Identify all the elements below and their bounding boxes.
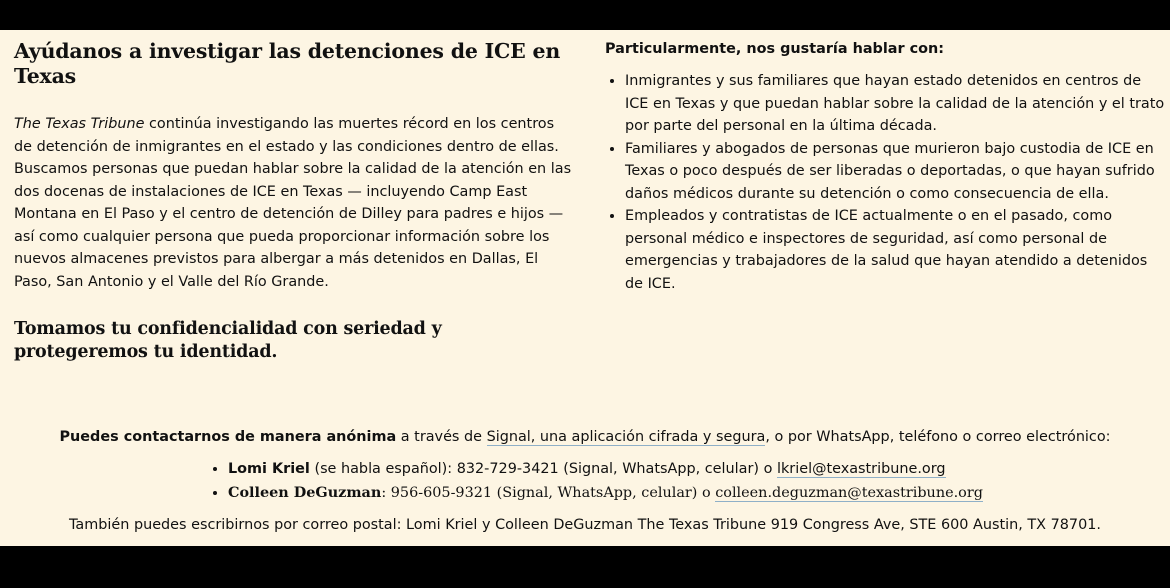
signal-link[interactable]: Signal, una aplicación cifrada y segura xyxy=(486,429,766,445)
person-details: : 956-605-9321 (Signal, WhatsApp, celular) o xyxy=(381,484,716,501)
list-item: • Familiares y abogados de personas que murieron bajo custodia de ICE en Texas o poco después de ser liberadas o deportadas, o que hayan sufrido daños médicos durante su detención o como consecuencia de ella. xyxy=(625,138,1165,206)
person-name: Lomi Kriel xyxy=(228,460,310,477)
email-link-colleen[interactable]: colleen.deguzman@texastribune.org xyxy=(715,484,983,501)
postal-address: También puedes escribirnos por correo postal: Lomi Kriel y Colleen DeGuzman The Texas Tribune 919 Congress Ave, STE 600 Austin, TX 78701. xyxy=(69,516,1101,533)
person-name: Colleen DeGuzman xyxy=(228,483,382,501)
page-title: Ayúdanos a investigar las detenciones de ICE en Texas xyxy=(14,39,561,88)
contact-lead-mid: a través de xyxy=(396,429,487,445)
intro-text: continúa investigando las muertes récord en los centros de detención de inmigrantes en el estado y las condiciones dentro de ellas. Buscamos personas que puedan hablar sobre la calidad de la atención en las dos docenas de instalaciones de ICE en Texas — incluyendo Camp East Montana en El Paso y el centro de detención de Dilley para padres e hijos — así como cualquier persona que pueda proporcionar información sobre los nuevos almacenes previstos para albergar a más detenidos en Dallas, El Paso, San Antonio y el Valle del Río Grande. xyxy=(14,116,572,290)
contact-people-list xyxy=(0,458,1170,505)
content-panel xyxy=(0,30,1170,546)
contact-person-lomi xyxy=(228,458,1170,481)
contact-lead xyxy=(0,426,1170,449)
contact-lead-bold: Puedes contactarnos de manera anónima xyxy=(59,429,397,445)
audience-heading: Particularmente, nos gustaría hablar con: xyxy=(605,41,944,57)
contact-person-colleen xyxy=(228,481,1170,505)
list-item: • Empleados y contratistas de ICE actualmente o en el pasado, como personal médico e inspectores de seguridad, así como personal de emergencias y trabajadores de la salud que hayan atendido a detenidos de ICE. xyxy=(625,205,1165,295)
audience-list xyxy=(605,70,1165,295)
left-column xyxy=(14,30,574,364)
contact-lead-end: , o por WhatsApp, teléfono o correo electrónico: xyxy=(765,429,1111,445)
person-details: (se habla español): 832-729-3421 (Signal, WhatsApp, celular) o xyxy=(309,460,777,477)
intro-paragraph xyxy=(14,113,574,293)
right-column xyxy=(605,30,1165,295)
list-item: • Inmigrantes y sus familiares que hayan estado detenidos en centros de ICE en Texas y que puedan hablar sobre la calidad de la atención y el trato por parte del personal en la última década. xyxy=(625,70,1165,138)
confidentiality-heading: Tomamos tu confidencialidad con seriedad y protegeremos tu identidad. xyxy=(14,319,442,362)
publication-name: The Texas Tribune xyxy=(14,116,145,132)
contact-section xyxy=(0,426,1170,536)
email-link-lomi[interactable]: lkriel@texastribune.org xyxy=(776,460,946,477)
